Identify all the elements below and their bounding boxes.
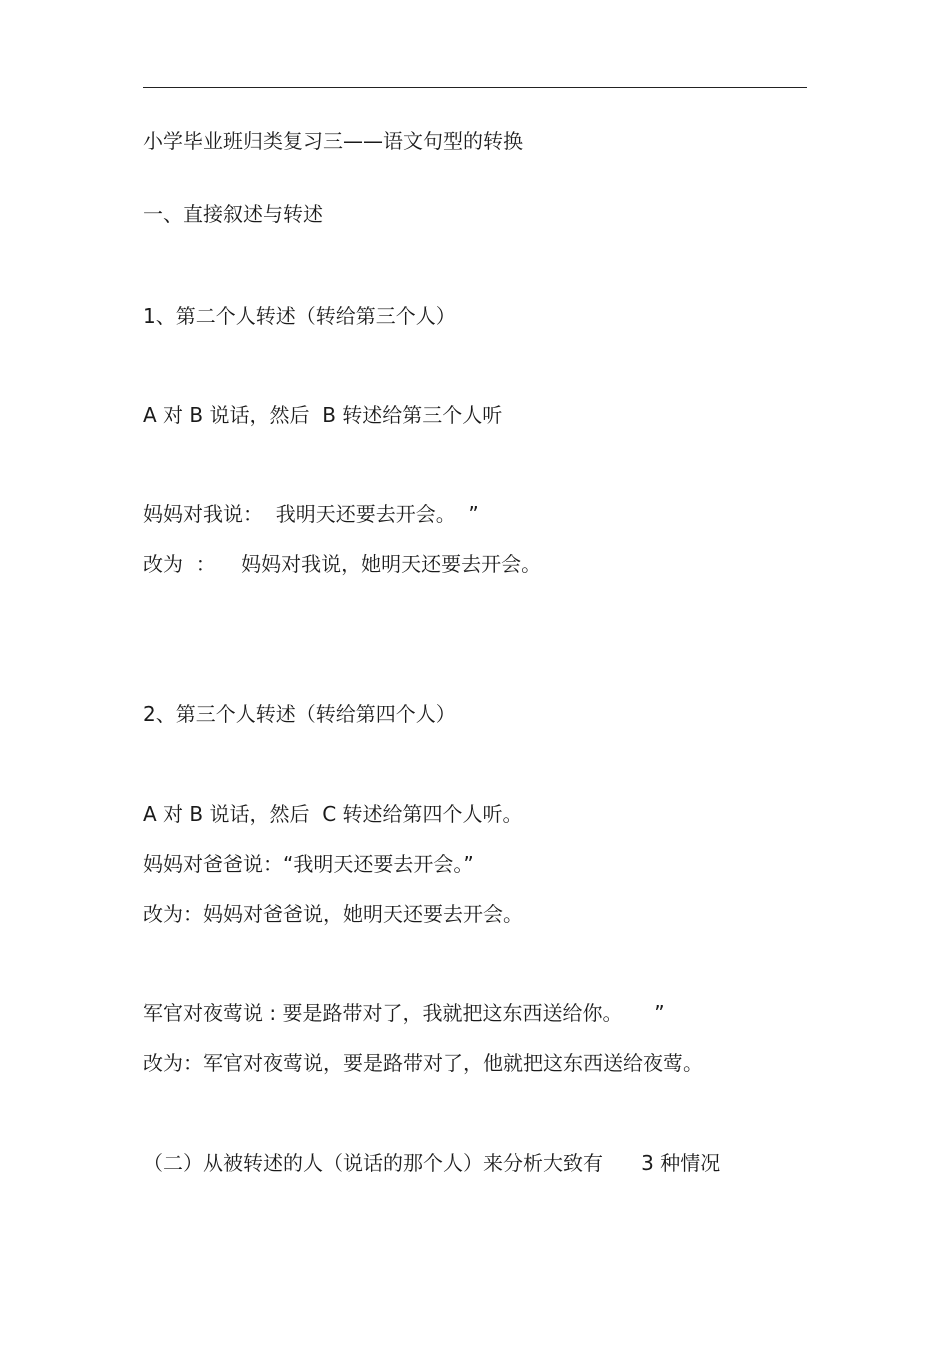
subsection-2-example-1: 妈妈对爸爸说：“我明天还要去开会。” xyxy=(143,852,474,876)
section-2-heading: （二）从被转述的人（说话的那个人）来分析大致有 3 种情况 xyxy=(143,1151,721,1175)
subsection-1-example: 妈妈对我说： 我明天还要去开会。 ” xyxy=(143,502,479,526)
subsection-1-heading: 1、第二个人转述（转给第三个人） xyxy=(143,304,456,328)
document-title: 小学毕业班归类复习三——语文句型的转换 xyxy=(143,129,523,153)
subsection-2-example-2: 军官对夜莺说 : 要是路带对了，我就把这东西送给你。 ” xyxy=(143,1001,665,1025)
subsection-2-description: A 对 B 说话，然后 C 转述给第四个人听。 xyxy=(143,802,523,826)
subsection-1-description: A 对 B 说话，然后 B 转述给第三个人听 xyxy=(143,403,503,427)
subsection-2-conversion-1: 改为：妈妈对爸爸说，她明天还要去开会。 xyxy=(143,902,523,926)
subsection-1-conversion: 改为 ： 妈妈对我说，她明天还要去开会。 xyxy=(143,552,542,576)
subsection-2-heading: 2、第三个人转述（转给第四个人） xyxy=(143,702,456,726)
section-1-heading: 一、直接叙述与转述 xyxy=(143,202,323,226)
header-rule xyxy=(143,87,807,88)
subsection-2-conversion-2: 改为：军官对夜莺说，要是路带对了，他就把这东西送给夜莺。 xyxy=(143,1051,703,1075)
